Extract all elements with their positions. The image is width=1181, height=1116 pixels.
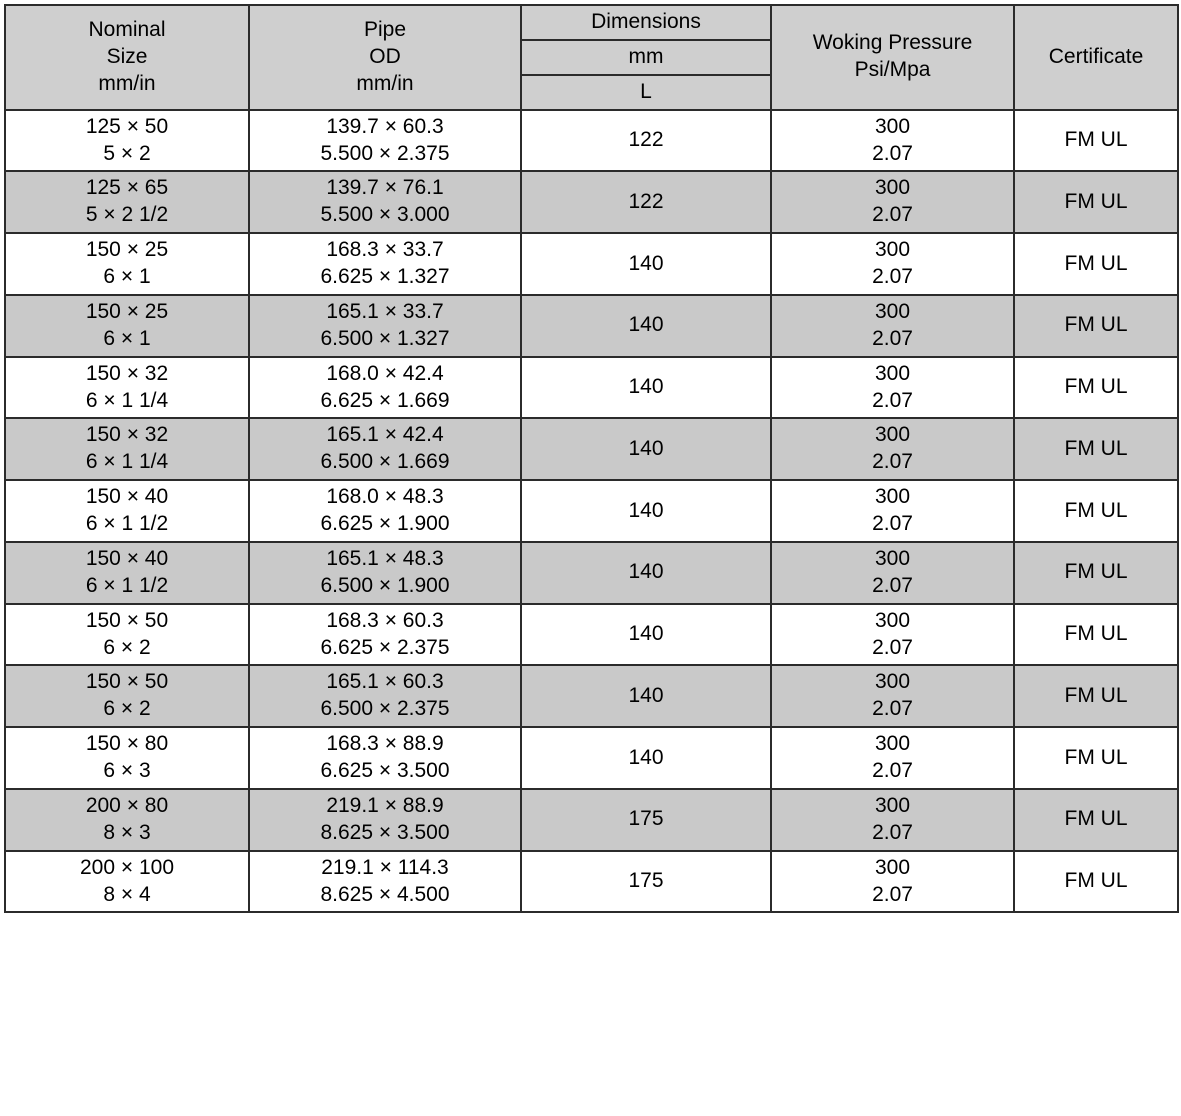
cell-working-pressure [771, 357, 1014, 419]
cell-dimension-l-value: 175 [628, 869, 664, 893]
pipe-specification-table [4, 4, 1179, 913]
cell-od-in: 6.625 × 2.375 [320, 635, 450, 659]
cell-certificate-value: FM UL [1064, 498, 1128, 522]
cell-working-pressure [771, 851, 1014, 913]
cell-dimension-l [521, 110, 771, 172]
cell-nominal-mm: 150 × 32 [85, 423, 169, 447]
cell-pipe-od [249, 604, 521, 666]
cell-od-in: 6.625 × 1.900 [320, 512, 450, 535]
cell-working-pressure [771, 171, 1014, 233]
cell-nominal-in: 5 × 2 [103, 141, 151, 165]
table-row [5, 542, 1178, 604]
cell-certificate [1014, 171, 1178, 233]
cell-od-mm: 165.1 × 48.3 [326, 546, 444, 570]
cell-nominal-size [5, 418, 249, 480]
cell-od-in: 8.625 × 3.500 [320, 820, 450, 844]
cell-working-pressure [771, 418, 1014, 480]
table-row [5, 171, 1178, 233]
cell-od-in: 6.500 × 1.327 [320, 326, 450, 350]
cell-certificate [1014, 110, 1178, 172]
cell-od-mm: 219.1 × 114.3 [321, 855, 449, 879]
cell-dimension-l-value: 140 [628, 251, 664, 275]
cell-certificate-value: FM UL [1064, 622, 1128, 646]
header-pipe-od-line2: OD [369, 44, 401, 68]
table-row [5, 418, 1178, 480]
cell-od-mm: 168.0 × 42.4 [326, 361, 444, 385]
cell-pipe-od [249, 171, 521, 233]
header-dimensions-unit: mm [521, 40, 771, 75]
cell-dimension-l [521, 604, 771, 666]
cell-od-mm: 219.1 × 88.9 [326, 793, 444, 817]
cell-pipe-od [249, 727, 521, 789]
cell-dimension-l-value: 175 [628, 807, 664, 831]
cell-nominal-in: 6 × 1 [103, 265, 151, 288]
cell-certificate-value: FM UL [1064, 128, 1128, 152]
cell-nominal-size [5, 480, 249, 542]
cell-nominal-size [5, 604, 249, 666]
cell-pressure-psi: 300 [874, 485, 911, 509]
cell-working-pressure [771, 604, 1014, 666]
cell-nominal-size [5, 295, 249, 357]
cell-od-mm: 168.3 × 33.7 [326, 238, 444, 262]
cell-pressure-mpa: 2.07 [872, 326, 913, 350]
cell-pipe-od [249, 110, 521, 172]
cell-dimension-l-value: 140 [628, 560, 664, 584]
header-nominal-size-line1: Nominal [88, 18, 166, 41]
cell-od-mm: 168.3 × 60.3 [326, 608, 444, 632]
cell-working-pressure [771, 110, 1014, 172]
cell-dimension-l-value: 140 [628, 683, 664, 707]
cell-pressure-mpa: 2.07 [872, 820, 913, 844]
cell-pressure-mpa: 2.07 [872, 512, 913, 535]
cell-nominal-in: 6 × 1 1/2 [85, 573, 169, 597]
cell-certificate [1014, 789, 1178, 851]
cell-dimension-l [521, 665, 771, 727]
cell-dimension-l [521, 789, 771, 851]
header-row-1 [5, 5, 1178, 40]
cell-working-pressure [771, 665, 1014, 727]
cell-dimension-l-value: 140 [628, 313, 664, 337]
cell-nominal-in: 6 × 1 1/4 [85, 388, 169, 412]
cell-pressure-mpa: 2.07 [872, 203, 913, 227]
header-working-pressure-line1: Woking Pressure [812, 31, 973, 55]
cell-nominal-in: 6 × 2 [103, 697, 151, 721]
table-row [5, 233, 1178, 295]
cell-pipe-od [249, 233, 521, 295]
cell-pipe-od [249, 295, 521, 357]
cell-pressure-psi: 300 [874, 176, 911, 200]
cell-working-pressure [771, 295, 1014, 357]
cell-od-in: 8.625 × 4.500 [320, 882, 450, 906]
cell-dimension-l-value: 140 [628, 622, 664, 646]
cell-certificate-value: FM UL [1064, 560, 1128, 584]
table-header [5, 5, 1178, 110]
cell-dimension-l [521, 233, 771, 295]
cell-nominal-in: 8 × 4 [103, 882, 151, 906]
header-working-pressure-unit: Psi/Mpa [854, 58, 931, 82]
cell-pipe-od [249, 357, 521, 419]
cell-nominal-mm: 150 × 80 [85, 732, 169, 756]
cell-od-mm: 168.0 × 48.3 [326, 485, 444, 509]
cell-nominal-mm: 150 × 40 [85, 546, 169, 570]
header-pipe-od [249, 5, 521, 110]
cell-pressure-psi: 300 [874, 793, 911, 817]
cell-dimension-l-value: 140 [628, 375, 664, 399]
cell-dimension-l [521, 357, 771, 419]
cell-pressure-psi: 300 [874, 114, 911, 138]
cell-nominal-in: 6 × 1 1/2 [85, 512, 169, 535]
cell-od-in: 6.625 × 1.327 [320, 265, 450, 288]
cell-pressure-mpa: 2.07 [872, 573, 913, 597]
cell-nominal-in: 8 × 3 [103, 820, 151, 844]
cell-dimension-l [521, 542, 771, 604]
cell-dimension-l-value: 140 [628, 498, 664, 522]
cell-nominal-size [5, 171, 249, 233]
cell-od-in: 6.500 × 1.669 [320, 450, 450, 474]
header-certificate: Certificate [1014, 5, 1178, 110]
header-pipe-od-line1: Pipe [363, 18, 407, 41]
table-row [5, 727, 1178, 789]
cell-pressure-mpa: 2.07 [872, 388, 913, 412]
cell-dimension-l-value: 140 [628, 436, 664, 460]
header-dimensions: Dimensions [521, 5, 771, 40]
table-row [5, 789, 1178, 851]
cell-dimension-l-value: 140 [628, 745, 664, 769]
header-working-pressure [771, 5, 1014, 110]
cell-pressure-mpa: 2.07 [872, 450, 913, 474]
header-dimensions-sub-l: L [521, 75, 771, 110]
table-row [5, 295, 1178, 357]
cell-nominal-size [5, 665, 249, 727]
cell-pipe-od [249, 789, 521, 851]
cell-certificate-value: FM UL [1064, 375, 1128, 399]
cell-certificate [1014, 295, 1178, 357]
cell-pressure-psi: 300 [874, 361, 911, 385]
cell-nominal-mm: 125 × 65 [85, 176, 169, 200]
cell-pressure-psi: 300 [874, 608, 911, 632]
cell-nominal-size [5, 789, 249, 851]
table-row [5, 851, 1178, 913]
cell-certificate-value: FM UL [1064, 745, 1128, 769]
cell-working-pressure [771, 727, 1014, 789]
cell-nominal-mm: 150 × 25 [85, 238, 169, 262]
cell-nominal-size [5, 727, 249, 789]
cell-od-in: 5.500 × 3.000 [320, 203, 450, 227]
cell-dimension-l [521, 727, 771, 789]
header-nominal-size [5, 5, 249, 110]
cell-nominal-mm: 150 × 32 [85, 361, 169, 385]
cell-pressure-psi: 300 [874, 670, 911, 694]
cell-certificate [1014, 665, 1178, 727]
table-row [5, 665, 1178, 727]
cell-pressure-psi: 300 [874, 855, 911, 879]
cell-pressure-mpa: 2.07 [872, 697, 913, 721]
cell-dimension-l [521, 851, 771, 913]
cell-pipe-od [249, 418, 521, 480]
cell-dimension-l [521, 171, 771, 233]
header-nominal-size-line2: Size [106, 44, 148, 68]
cell-dimension-l [521, 295, 771, 357]
table-row [5, 110, 1178, 172]
cell-certificate [1014, 604, 1178, 666]
cell-certificate [1014, 357, 1178, 419]
spec-table-container [0, 4, 1181, 1116]
cell-pressure-mpa: 2.07 [872, 265, 913, 288]
cell-pressure-psi: 300 [874, 732, 911, 756]
cell-pressure-mpa: 2.07 [872, 882, 913, 906]
cell-od-mm: 165.1 × 42.4 [326, 423, 444, 447]
cell-nominal-mm: 200 × 100 [79, 855, 174, 879]
cell-od-in: 6.500 × 2.375 [320, 697, 450, 721]
cell-nominal-size [5, 110, 249, 172]
cell-pressure-mpa: 2.07 [872, 635, 913, 659]
cell-certificate-value: FM UL [1064, 869, 1128, 893]
cell-certificate [1014, 542, 1178, 604]
cell-nominal-mm: 150 × 40 [85, 485, 169, 509]
cell-nominal-mm: 200 × 80 [85, 793, 169, 817]
cell-nominal-mm: 125 × 50 [85, 114, 169, 138]
cell-pressure-mpa: 2.07 [872, 141, 913, 165]
cell-dimension-l-value: 122 [628, 189, 664, 213]
cell-pipe-od [249, 665, 521, 727]
cell-nominal-size [5, 851, 249, 913]
cell-pressure-psi: 300 [874, 423, 911, 447]
cell-nominal-size [5, 542, 249, 604]
cell-od-mm: 168.3 × 88.9 [326, 732, 444, 756]
cell-pressure-mpa: 2.07 [872, 759, 913, 782]
cell-certificate-value: FM UL [1064, 251, 1128, 275]
cell-nominal-in: 5 × 2 1/2 [85, 203, 169, 227]
cell-od-mm: 165.1 × 60.3 [326, 670, 444, 694]
table-row [5, 357, 1178, 419]
cell-certificate-value: FM UL [1064, 313, 1128, 337]
cell-working-pressure [771, 233, 1014, 295]
cell-od-mm: 139.7 × 60.3 [326, 114, 444, 138]
table-row [5, 480, 1178, 542]
cell-certificate [1014, 480, 1178, 542]
cell-nominal-size [5, 233, 249, 295]
cell-pressure-psi: 300 [874, 546, 911, 570]
cell-nominal-size [5, 357, 249, 419]
cell-working-pressure [771, 542, 1014, 604]
cell-certificate [1014, 851, 1178, 913]
cell-od-in: 6.500 × 1.900 [320, 573, 450, 597]
cell-certificate [1014, 727, 1178, 789]
cell-nominal-in: 6 × 1 1/4 [85, 450, 169, 474]
cell-certificate-value: FM UL [1064, 189, 1128, 213]
cell-od-mm: 165.1 × 33.7 [326, 299, 444, 323]
cell-pipe-od [249, 542, 521, 604]
cell-certificate-value: FM UL [1064, 436, 1128, 460]
cell-pressure-psi: 300 [874, 238, 911, 262]
cell-pressure-psi: 300 [874, 299, 911, 323]
cell-nominal-mm: 150 × 50 [85, 670, 169, 694]
cell-pipe-od [249, 851, 521, 913]
cell-pipe-od [249, 480, 521, 542]
cell-od-in: 6.625 × 3.500 [320, 759, 450, 782]
cell-nominal-mm: 150 × 25 [85, 299, 169, 323]
header-pipe-od-unit: mm/in [356, 71, 414, 95]
cell-nominal-in: 6 × 1 [103, 326, 151, 350]
cell-od-mm: 139.7 × 76.1 [326, 176, 444, 200]
cell-certificate-value: FM UL [1064, 807, 1128, 831]
cell-working-pressure [771, 789, 1014, 851]
cell-dimension-l [521, 418, 771, 480]
cell-certificate [1014, 418, 1178, 480]
cell-certificate [1014, 233, 1178, 295]
cell-dimension-l [521, 480, 771, 542]
table-body [5, 110, 1178, 913]
cell-nominal-in: 6 × 3 [103, 759, 151, 782]
cell-nominal-mm: 150 × 50 [85, 608, 169, 632]
cell-certificate-value: FM UL [1064, 683, 1128, 707]
header-nominal-size-unit: mm/in [98, 71, 156, 95]
cell-nominal-in: 6 × 2 [103, 635, 151, 659]
cell-od-in: 5.500 × 2.375 [320, 141, 450, 165]
cell-dimension-l-value: 122 [628, 128, 664, 152]
cell-od-in: 6.625 × 1.669 [320, 388, 450, 412]
table-row [5, 604, 1178, 666]
cell-working-pressure [771, 480, 1014, 542]
